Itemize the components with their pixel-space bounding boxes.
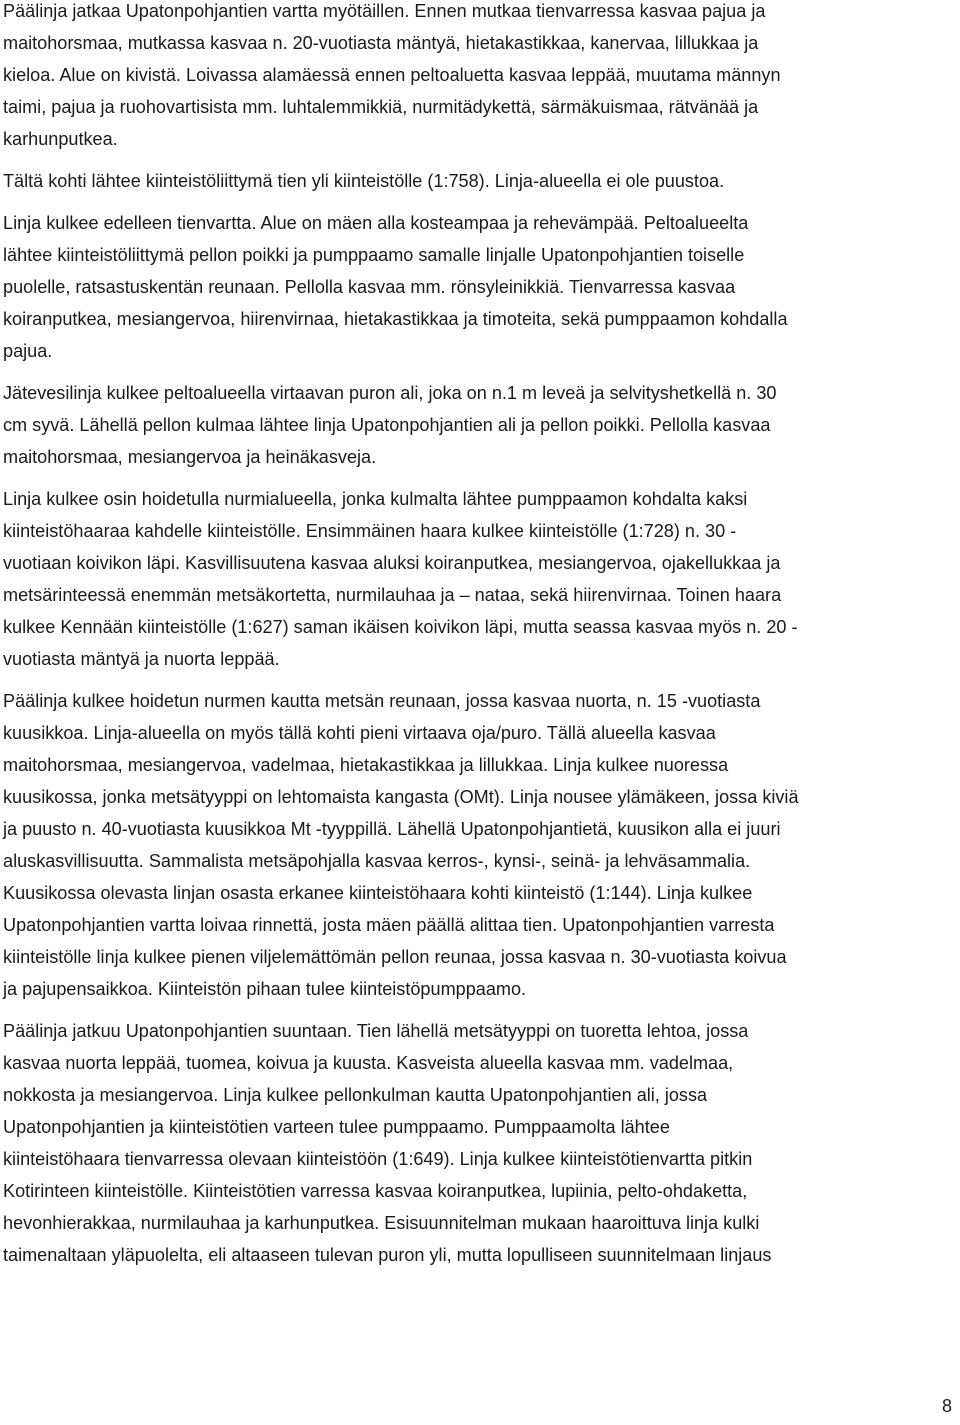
text-line: kuusikkoa. Linja-alueella on myös tällä kohti pieni virtaava oja/puro. Tällä alueella kasvaa [3,723,716,743]
text-line: maitohorsmaa, mutkassa kasvaa n. 20-vuotiasta mäntyä, hietakastikkaa, kanervaa, lillukkaa ja [3,33,759,53]
text-line: metsärinteessä enemmän metsäkortetta, nurmilauhaa ja – nataa, sekä hiirenvirnaa. Toinen haara [3,585,782,605]
paragraph-2 [3,165,953,197]
text-line: ja puusto n. 40-vuotiasta kuusikkoa Mt -tyyppillä. Lähellä Upatonpohjantietä, kuusikon alla ei juuri [3,819,781,839]
text-line: cm syvä. Lähellä pellon kulmaa lähtee linja Upatonpohjantien ali ja pellon poikki. Pellolla kasvaa [3,415,771,435]
text-line: Linja kulkee edelleen tienvartta. Alue on mäen alla kosteampaa ja rehevämpää. Peltoalueelta [3,213,749,233]
text-line: Päälinja kulkee hoidetun nurmen kautta metsän reunaan, jossa kasvaa nuorta, n. 15 -vuotiasta [3,691,761,711]
text-line: Linja kulkee osin hoidetulla nurmialueella, jonka kulmalta lähtee pumppaamon kohdalta kaksi [3,489,748,509]
text-line: Päälinja jatkaa Upatonpohjantien vartta myötäillen. Ennen mutkaa tienvarressa kasvaa pajua ja [3,1,766,21]
text-line: kulkee Kennään kiinteistölle (1:627) saman ikäisen koivikon läpi, mutta seassa kasvaa myös n. 20 - [3,617,798,637]
text-line: Upatonpohjantien ja kiinteistötien varteen tulee pumppaamo. Pumppaamolta lähtee [3,1117,670,1137]
text-line: Upatonpohjantien vartta loivaa rinnettä, josta mäen päällä alittaa tien. Upatonpohjantien varresta [3,915,775,935]
text-line: kiinteistöhaaraa kahdelle kiinteistölle. Ensimmäinen haara kulkee kiinteistölle (1:728) n. 30 - [3,521,737,541]
text-line: kasvaa nuorta leppää, tuomea, koivua ja kuusta. Kasveista alueella kasvaa mm. vadelmaa, [3,1053,734,1073]
text-line: karhunputkea. [3,129,118,149]
text-line: aluskasvillisuutta. Sammalista metsäpohjalla kasvaa kerros-, kynsi-, seinä- ja lehväsammalia. [3,851,751,871]
text-line: ja pajupensaikkoa. Kiinteistön pihaan tulee kiinteistöpumppaamo. [3,979,527,999]
text-line: lähtee kiinteistöliittymä pellon poikki ja pumppaamo samalle linjalle Upatonpohjantien toiselle [3,245,745,265]
text-line: kieloa. Alue on kivistä. Loivassa alamäessä ennen peltoaluetta kasvaa leppää, muutama männyn [3,65,781,85]
text-line: Kuusikossa olevasta linjan osasta erkanee kiinteistöhaara kohti kiinteistö (1:144). Linja kulkee [3,883,753,903]
paragraph-4 [3,377,953,473]
text-line: kiinteistöhaara tienvarressa olevaan kiinteistöön (1:649). Linja kulkee kiinteistötienvartta pitkin [3,1149,753,1169]
text-line: kuusikossa, jonka metsätyyppi on lehtomaista kangasta (OMt). Linja nousee ylämäkeen, jossa kiviä [3,787,799,807]
paragraph-1 [3,0,953,155]
text-line: taimenaltaan yläpuolelta, eli altaaseen tulevan puron yli, mutta lopulliseen suunnitelmaan linjaus [3,1245,772,1265]
text-line: Päälinja jatkuu Upatonpohjantien suuntaan. Tien lähellä metsätyyppi on tuoretta lehtoa, jossa [3,1021,749,1041]
paragraph-6 [3,685,953,1005]
text-line: kiinteistölle linja kulkee pienen viljelemättömän pellon reunaa, jossa kasvaa n. 30-vuotiasta koivua [3,947,787,967]
text-line: taimi, pajua ja ruohovartisista mm. luhtalemmikkiä, nurmitädykettä, särmäkuismaa, rätvänää ja [3,97,759,117]
paragraph-7 [3,1015,953,1271]
text-line: Jätevesilinja kulkee peltoalueella virtaavan puron ali, joka on n.1 m leveä ja selvityshetkellä n. 30 [3,383,777,403]
paragraph-3 [3,207,953,367]
text-line: koiranputkea, mesiangervoa, hiirenvirnaa, hietakastikkaa ja timoteita, sekä pumppaamon kohdalla [3,309,788,329]
text-line: vuotiasta mäntyä ja nuorta leppää. [3,649,280,669]
text-line: nokkosta ja mesiangervoa. Linja kulkee pellonkulman kautta Upatonpohjantien ali, jossa [3,1085,708,1105]
text-line: Tältä kohti lähtee kiinteistöliittymä tien yli kiinteistölle (1:758). Linja-alueella ei ole puustoa. [3,171,725,191]
text-line: pajua. [3,341,53,361]
text-line: hevonhierakkaa, nurmilauhaa ja karhunputkea. Esisuunnitelman mukaan haaroittuva linja kulki [3,1213,760,1233]
text-line: maitohorsmaa, mesiangervoa, vadelmaa, hietakastikkaa ja lillukkaa. Linja kulkee nuoressa [3,755,729,775]
text-line: puolelle, ratsastuskentän reunaan. Pellolla kasvaa mm. rönsyleinikkiä. Tienvarressa kasvaa [3,277,736,297]
paragraph-5 [3,483,953,675]
text-line: Kotirinteen kiinteistölle. Kiinteistötien varressa kasvaa koiranputkea, lupiinia, pelto-ohdaketta, [3,1181,748,1201]
page-number: 8 [941,1396,952,1416]
body-text [3,0,953,1281]
text-line: maitohorsmaa, mesiangervoa ja heinäkasveja. [3,447,377,467]
text-line: vuotiaan koivikon läpi. Kasvillisuutena kasvaa aluksi koiranputkea, mesiangervoa, ojakellukkaa ja [3,553,781,573]
